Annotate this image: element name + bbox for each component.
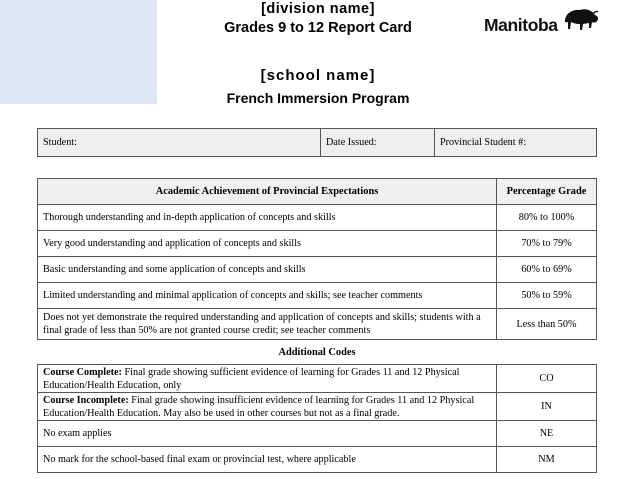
code-description-text: Final grade showing insufficient evidence of learning for Grades 11 and 12 Physical Education/Health Education. May also be used in other courses but not as a final grade. — [43, 394, 475, 419]
percentage-grade: 50% to 59% — [497, 283, 597, 309]
table-row — [38, 421, 597, 447]
percentage-grade: 60% to 69% — [497, 257, 597, 283]
achievement-description: Basic understanding and some application of concepts and skills — [38, 257, 497, 283]
table-row — [38, 231, 597, 257]
grade-scale-header-grade: Percentage Grade — [497, 179, 597, 205]
code-label: Course Incomplete: — [43, 394, 129, 406]
percentage-grade: Less than 50% — [497, 309, 597, 340]
code-description — [38, 393, 497, 421]
code-value: CO — [497, 365, 597, 393]
manitoba-logo-text: Manitoba — [484, 15, 558, 35]
date-issued-label: Date Issued: — [326, 137, 377, 148]
student-label: Student: — [43, 137, 77, 148]
report-card-title: Grades 9 to 12 Report Card — [224, 20, 412, 36]
code-value: IN — [497, 393, 597, 421]
bison-icon — [562, 6, 600, 34]
table-row — [38, 309, 597, 340]
code-value: NE — [497, 421, 597, 447]
achievement-description: Thorough understanding and in-depth application of concepts and skills — [38, 205, 497, 231]
code-description-text: No exam applies — [43, 428, 112, 439]
table-row — [38, 447, 597, 473]
code-label: Course Complete: — [43, 366, 122, 378]
student-info-table — [37, 128, 597, 157]
grade-scale-header-description: Academic Achievement of Provincial Expectations — [38, 179, 497, 205]
table-row — [38, 283, 597, 309]
percentage-grade: 70% to 79% — [497, 231, 597, 257]
table-row — [38, 393, 597, 421]
achievement-description: Does not yet demonstrate the required understanding and application of concepts and skills; students with a final grade of less than 50% are not granted course credit; see teacher comments — [38, 309, 497, 340]
grade-scale-table — [37, 178, 597, 340]
program-name: French Immersion Program — [226, 90, 410, 106]
table-row — [38, 205, 597, 231]
school-logo-placeholder — [0, 0, 157, 104]
grade-scale-header-row — [38, 179, 597, 205]
date-issued-field[interactable] — [321, 129, 435, 157]
achievement-description: Very good understanding and application of concepts and skills — [38, 231, 497, 257]
provincial-student-number-label: Provincial Student #: — [440, 137, 527, 148]
achievement-description: Limited understanding and minimal application of concepts and skills; see teacher comments — [38, 283, 497, 309]
additional-codes-table — [37, 364, 597, 473]
student-field[interactable] — [38, 129, 321, 157]
additional-codes-title: Additional Codes — [278, 347, 356, 358]
percentage-grade: 80% to 100% — [497, 205, 597, 231]
school-name: [school name] — [260, 67, 376, 84]
table-row — [38, 257, 597, 283]
provincial-student-number-field[interactable] — [435, 129, 597, 157]
code-description — [38, 421, 497, 447]
code-description-text: No mark for the school-based final exam or provincial test, where applicable — [43, 454, 356, 465]
table-row — [38, 365, 597, 393]
code-value: NM — [497, 447, 597, 473]
code-description — [38, 447, 497, 473]
code-description — [38, 365, 497, 393]
code-description-text: Final grade showing sufficient evidence of learning for Grades 11 and 12 Physical Education/Health Education, only — [43, 366, 460, 391]
division-name: [division name] — [261, 1, 375, 17]
